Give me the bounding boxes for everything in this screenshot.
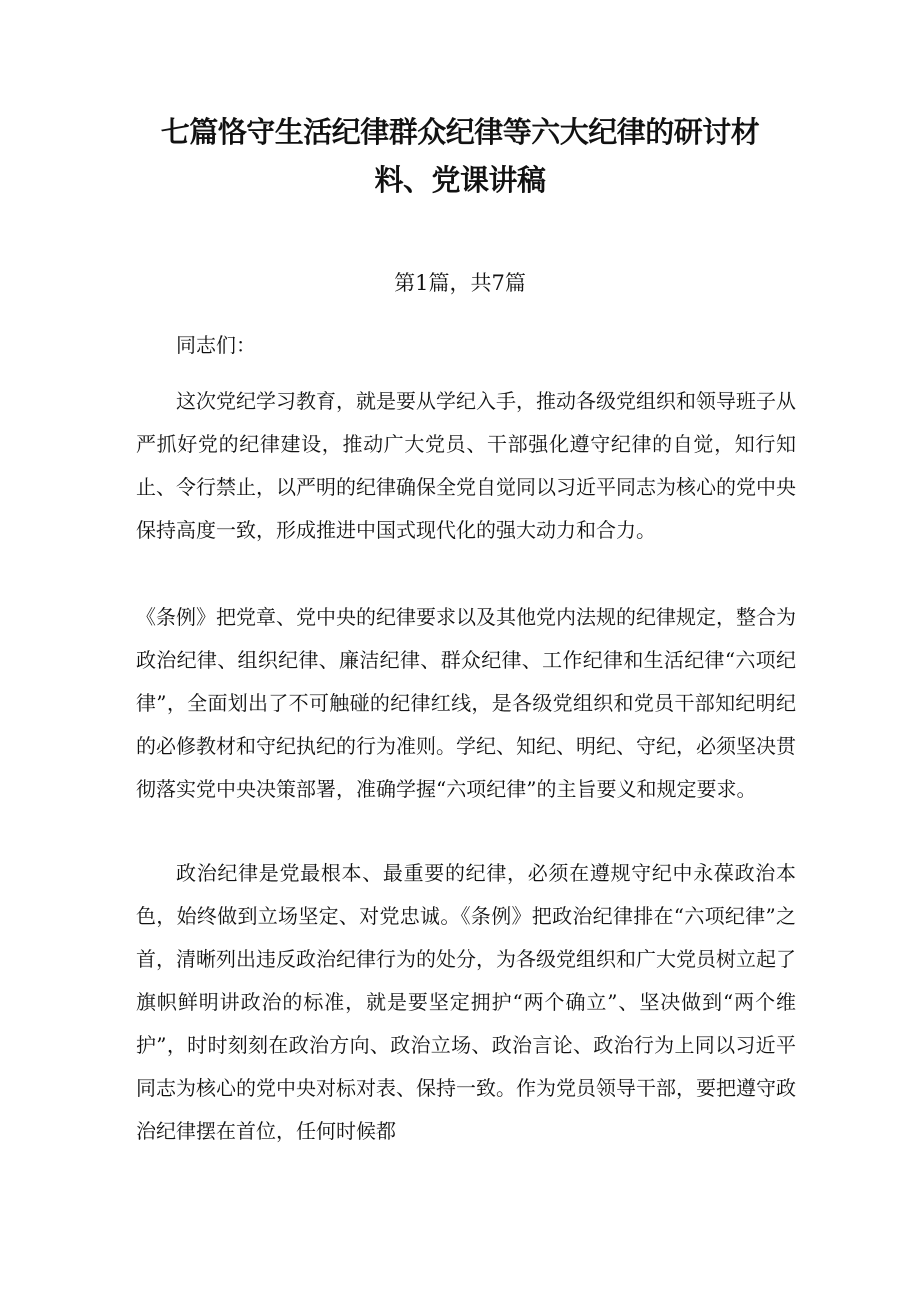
paragraph-3: 政治纪律是党最根本、最重要的纪律，必须在遵规守纪中永葆政治本色，始终做到立场坚定、对党忠诚。《条例》把政治纪律排在“六项纪律”之首，清晰列出违反政治纪律行为的处分，为各级党组织和广大党员树立起了旗帜鲜明讲政治的标准，就是要坚定拥护“两个确立”、坚决做到“两个维护”，时时刻刻在政治方向、政治立场、政治言论、政治行为上同以习近平同志为核心的党中央对标对表、保持一致。作为党员领导干部，要把遵守政治纪律摆在首位，任何时候都 [136, 861, 796, 1143]
paragraph-1: 这次党纪学习教育，就是要从学纪入手，推动各级党组织和领导班子从严抓好党的纪律建设，推动广大党员、干部强化遵守纪律的自觉，知行知止、令行禁止，以严明的纪律确保全党自觉同以习近平同志为核心的党中央保持高度一致，形成推进中国式现代化的强大动力和合力。 [136, 389, 796, 542]
greeting: 同志们： [176, 333, 256, 357]
paragraph-2: 《条例》把党章、党中央的纪律要求以及其他党内法规的纪律规定，整合为政治纪律、组织纪律、廉洁纪律、群众纪律、工作纪律和生活纪律“六项纪律”，全面划出了不可触碰的纪律红线，是各级党组织和党员干部知纪明纪的必修教材和守纪执纪的行为准则。学纪、知纪、明纪、守纪，必须坚决贯彻落实党中央决策部署，准确学握“六项纪律”的主旨要义和规定要求。 [136, 605, 796, 801]
document-title-line-2: 料、党课讲稿 [374, 163, 546, 197]
article-counter: 第1篇，共7篇 [394, 271, 526, 295]
document-title-line-1: 七篇恪守生活纪律群众纪律等六大纪律的研讨材 [160, 115, 760, 149]
